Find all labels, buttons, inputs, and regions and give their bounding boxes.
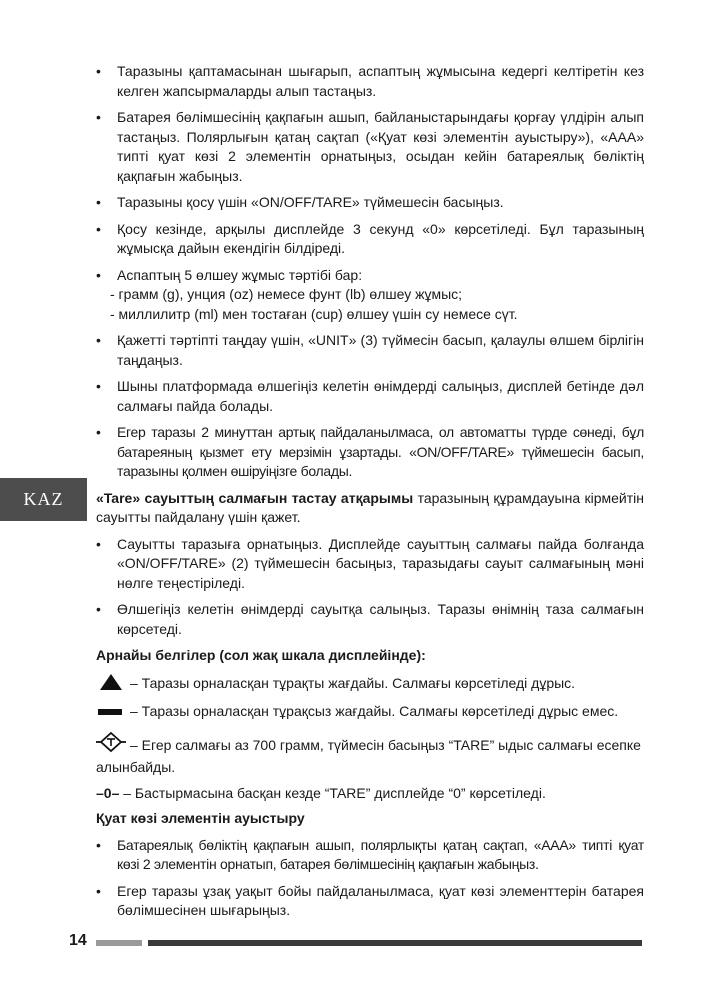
tare-title: «Tare» сауыттың салмағын тастау атқарымы (96, 489, 414, 506)
stable-triangle-icon (96, 673, 126, 697)
tare-diamond-icon (96, 731, 126, 759)
manual-content (96, 62, 644, 921)
list-item-modes: • Аспаптың 5 өлшеу жұмыс тәртібі бар: (96, 266, 644, 286)
list-item: • Егер таразы 2 минуттан артық пайдаланылмаса, ол автоматты түрде сөнеді, бұл батареяның қызмет ету мерзімін ұзартады. «ON/OFF/TARE» түймешесін басып, таразыны қолмен өшіруіңізге болады. (96, 423, 644, 482)
list-item: • Таразыны қаптамасынан шығарып, аспаптың жұмысына кедергі келтіретін кез келген жапсырмаларды алып тастаңыз. (96, 62, 644, 101)
list-item: • Таразыны қосу үшін «ON/OFF/TARE» түймешесін басыңыз. (96, 193, 644, 213)
footer-bar-light (96, 940, 142, 946)
tare-text: таразының құрамдауына кірмейтін сауытты пайдалану үшін қажет. (96, 489, 644, 525)
symbols-heading: Арнайы белгілер (сол жақ шкала дисплейінде): (96, 647, 426, 663)
mode-line: - грамм (g), унция (oz) немесе фунт (lb) өлшеу жұмыс; (110, 286, 463, 302)
symbol-row (96, 784, 644, 804)
symbol-text: – Таразы орналасқан тұрақты жағдайы. Салмағы көрсетіледі дұрыс. (130, 674, 576, 691)
list-item: • Батареялық бөліктің қақпағын ашып, полярлықты қатаң сақтап, «ААА» типті қуат көзі 2 элементін орнатып, батарея бөлімшесінің қақпағын жабыңыз. (96, 836, 644, 875)
zero-icon: –0– (96, 784, 120, 801)
symbol-text: – Бастырмасына басқан кезде “TARE” дисплейде “0” көрсетіледі. (123, 784, 546, 801)
symbol-row (96, 702, 644, 725)
footer-bar-dark (148, 940, 642, 946)
unstable-bar-icon (96, 705, 126, 725)
list-item: • Егер таразы ұзақ уақыт бойы пайдаланылмаса, қуат көзі элементтерін батарея бөлімшесінен шығарыңыз. (96, 882, 644, 921)
symbol-row (96, 673, 644, 697)
list-item: • Сауытты таразыға орнатыңыз. Дисплейде сауыттың салмағы пайда болғанда «ON/OFF/TARE» (2) түймешесін басыңыз, таразыдағы сауыт салмағының мәні нөлге теңестіріледі. (96, 535, 644, 594)
list-item: • Қажетті тәртіпті таңдау үшін, «UNIT» (3) түймесін басып, қалаулы өлшем бірлігін таңдаңыз. (96, 331, 644, 370)
mode-line: - миллилитр (ml) мен тостаған (cup) өлшеу үшін су немесе сүт. (110, 305, 518, 322)
language-tab: KAZ (0, 478, 87, 521)
symbol-row (96, 731, 644, 778)
battery-heading: Қуат көзі элементін ауыстыру (96, 810, 305, 826)
list-item: • Өлшегіңіз келетін өнімдерді сауытқа салыңыз. Таразы өнімнің таза салмағын көрсетеді. (96, 600, 644, 639)
tare-paragraph (96, 489, 644, 528)
list-item: • Шыны платформада өлшегіңіз келетін өнімдерді салыңыз, дисплей бетінде дәл салмағы пайда болады. (96, 377, 644, 416)
list-item: • Қосу кезінде, арқылы дисплейде 3 секунд «0» көрсетіледі. Бұл таразының жұмысқа дайын екендігін білдіреді. (96, 220, 644, 259)
page-number: 14 (69, 932, 87, 949)
list-item: • Батарея бөлімшесінің қақпағын ашып, байланыстарындағы қорғау үлдірін алып тастаңыз. Полярлығын қатаң сақтап («Қуат көзі элементін ауыстыру»), «ААА» типті қуат көзі 2 элементін орнатыңыз, осыдан кейін батареялық бөліктің қақпағын жабыңыз. (96, 108, 644, 186)
symbol-text: – Таразы орналасқан тұрақсыз жағдайы. Салмағы көрсетіледі дұрыс емес. (130, 703, 619, 719)
symbol-text: – Егер салмағы аз 700 грамм, түймесін басыңыз “TARE” ыдыс салмағы есепке алынбайды. (96, 736, 641, 775)
